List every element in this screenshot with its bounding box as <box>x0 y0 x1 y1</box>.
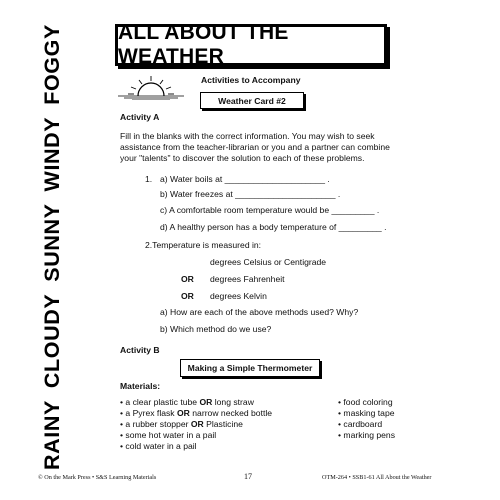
material-item: • cardboard <box>338 419 383 429</box>
question-1d: d) A healthy person has a body temperature of _________ . <box>160 222 387 232</box>
material-item: • food coloring <box>338 397 393 407</box>
question-1-number: 1. <box>145 174 153 184</box>
question-2: 2.Temperature is measured in: <box>145 240 262 250</box>
intro-line-2: assistance from the teacher-librarian or you and a partner can combine <box>120 142 390 152</box>
or-label-1: OR <box>181 274 194 284</box>
question-1b: b) Water freezes at _____________________ . <box>160 189 341 199</box>
side-word-windy: WINDY <box>40 116 64 192</box>
question-2a: a) How are each of the above methods used? Why? <box>160 307 359 317</box>
side-word-cloudy: CLOUDY <box>40 293 64 389</box>
question-2b: b) Which method do we use? <box>160 324 272 334</box>
material-item: • some hot water in a pail <box>120 430 217 440</box>
title-box <box>115 21 387 68</box>
thermometer-label: Making a Simple Thermometer <box>187 363 313 373</box>
side-word-rainy: RAINY <box>40 400 64 470</box>
side-weather-words <box>40 24 65 470</box>
question-1c: c) A comfortable room temperature would be _________ . <box>160 205 380 215</box>
page-title: ALL ABOUT THE WEATHER <box>118 21 289 68</box>
question-1a: a) Water boils at _____________________ . <box>160 174 330 184</box>
material-item: • a clear plastic tube OR long straw <box>120 397 254 407</box>
or-label-2: OR <box>181 291 194 301</box>
sunrise-icon <box>118 74 184 100</box>
page-number: 17 <box>244 472 252 481</box>
footer-publisher: © On the Mark Press • S&S Learning Materials <box>38 474 157 481</box>
activity-b-heading: Activity B <box>120 345 160 355</box>
side-word-sunny: SUNNY <box>40 203 64 282</box>
weather-card-label: Weather Card #2 <box>218 95 286 106</box>
material-item: • a rubber stopper OR Plasticine <box>120 419 243 429</box>
weather-card-box <box>200 92 304 109</box>
material-item: • marking pens <box>338 430 395 440</box>
scale-celsius: degrees Celsius or Centigrade <box>210 257 327 267</box>
intro-line-1: Fill in the blanks with the correct information. You may wish to seek <box>120 131 375 141</box>
activities-label: Activities to Accompany <box>201 75 301 85</box>
scale-fahrenheit: degrees Fahrenheit <box>210 274 285 284</box>
activity-a-heading: Activity A <box>120 112 160 122</box>
materials-heading: Materials: <box>120 381 161 391</box>
thermometer-box <box>180 359 320 377</box>
side-word-foggy: FOGGY <box>40 24 64 105</box>
footer-series: OTM-264 • SSB1-61 All About the Weather <box>322 474 432 481</box>
material-item: • masking tape <box>338 408 395 418</box>
material-item: • cold water in a pail <box>120 441 197 451</box>
scale-kelvin: degrees Kelvin <box>210 291 267 301</box>
material-item: • a Pyrex flask OR narrow necked bottle <box>120 408 273 418</box>
intro-line-3: your "talents" to discover the solution to each of these problems. <box>120 153 365 163</box>
